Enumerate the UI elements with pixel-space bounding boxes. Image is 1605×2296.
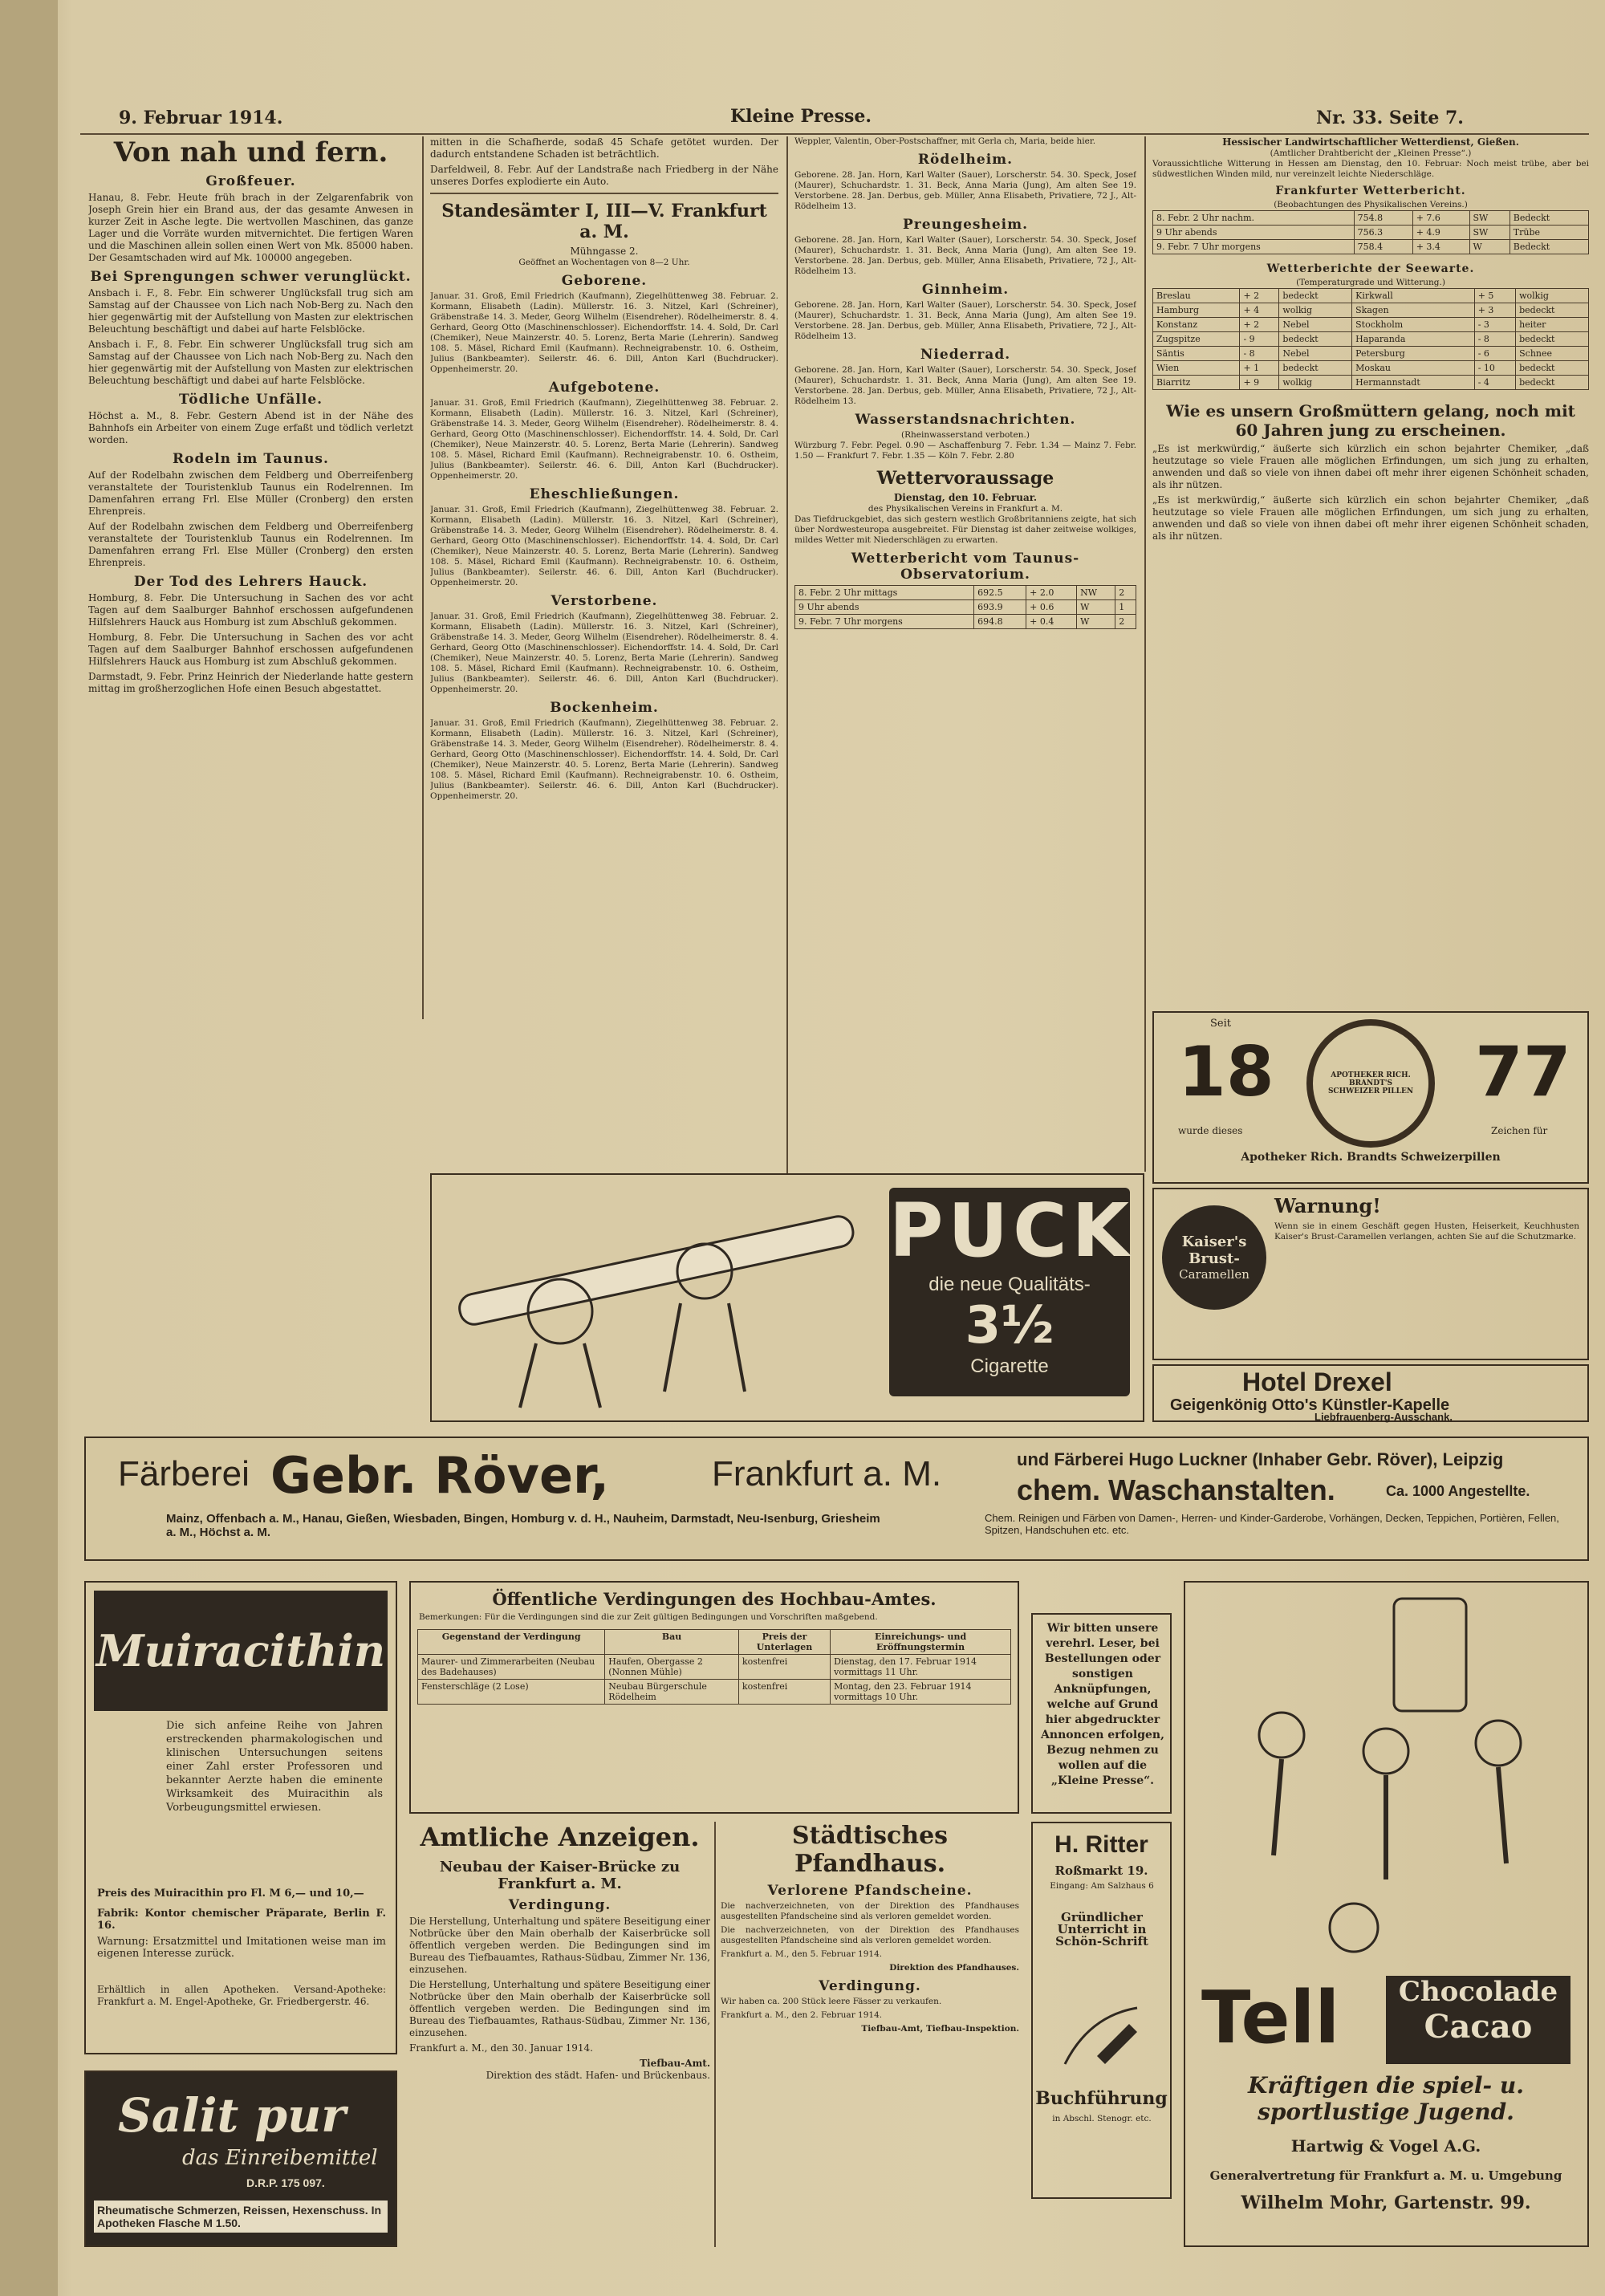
seewarte-temp: + 4: [1240, 303, 1279, 318]
tell-agent: Generalvertretung für Frankfurt a. M. u. Umgebung: [1209, 2168, 1562, 2183]
list-heading: Rödelheim.: [917, 152, 1014, 168]
amtliche-office: Tiefbau-Amt.: [640, 2058, 710, 2069]
table-row: [1153, 361, 1589, 376]
standesamt-hours: Geöffnet an Wochentagen von 8—2 Uhr.: [518, 258, 690, 267]
column-4: [1152, 136, 1589, 1027]
seewarte-city: Biarritz: [1153, 376, 1240, 390]
column-2: [430, 136, 778, 1176]
table-row: [1153, 303, 1589, 318]
list-heading: Niederrad.: [920, 347, 1011, 363]
ad-headline: Wie es unsern Großmüttern gelang, noch mit 60 Jahren jung zu erscheinen.: [1166, 401, 1575, 440]
weather-service-sub: (Amtlicher Drahtbericht der „Kleinen Presse“.): [1270, 148, 1472, 158]
frankfurt-sky: Trübe: [1510, 226, 1588, 240]
brandt-product: Apotheker Rich. Brandts Schweizerpillen: [1241, 1151, 1501, 1164]
column-1: [88, 136, 413, 1300]
ritter-entrance: Eingang: Am Salzhaus 6: [1050, 1881, 1154, 1891]
seewarte-temp: + 2: [1240, 318, 1279, 332]
article-text: Homburg, 8. Febr. Die Untersuchung in Sachen des vor acht Tagen auf dem Saalburger Bahnhof erschossen aufgefundenen Hilfslehrers Hauck aus Homburg ist zum Abschluß gekommen.: [88, 632, 413, 667]
kaiser-warning-title: Warnung!: [1274, 1194, 1381, 1217]
leser-text: Wir bitten unsere verehrl. Leser, bei Bestellungen oder sonstigen Anknüpfungen, welche auf Grund hier abgedruckter Annoncen erfolgen, Bezug nehmen zu wollen auf die „Kleine Presse“.: [1041, 1622, 1164, 1787]
seewarte-sky: bedeckt: [1516, 361, 1589, 376]
pfandhaus-subtitle: Verlorene Pfandscheine.: [767, 1883, 973, 1899]
seewarte-sky: Schnee: [1516, 347, 1589, 361]
taunus-force: 2: [1115, 586, 1136, 600]
register-list: Januar. 31. Groß, Emil Friedrich (Kaufmann), Ziegelhüttenweg 38. Februar. 2. Kormann, Elisabeth (Ladin). Müllerstr. 16. 3. Nitzel, Karl (Schreiner), Gräbenstraße 14. 3. Meder, Georg Wilhelm (Eisendreher). Rödelheimerstr. 8. 4. Gerhard, Georg Otto (Maschinenschlosser). Eichendorffstr. 14. 4. Sold, Dr. Carl (Chemiker), Neue Mainzerstr. 40. 5. Lorenz, Berta Marie (Lehrerin). Sandweg 108. 5. Mäsel, Richard Emil (Kaufmann). Rechneigrabenstr. 10. 6. Ostheim, Julius (Bankbeamter). Seilerstr. 46. 6. Dill, Anton Karl (Buchdrucker). Oppenheimerstr. 20.: [430, 718, 778, 801]
table-row: [1153, 318, 1589, 332]
register-list: Geborene. 28. Jan. Horn, Karl Walter (Sauer), Lorscherstr. 54. 30. Speck, Josef (Maurer), Schuchardstr. 1. 31. Beck, Anna Maria (Jung), Am alten See 19. Verstorbene. 28. Jan. Derbus, geb. Müller, Anna Elisabeth, Privatiere, 72 J., Alt-Rödelheim 13.: [794, 300, 1136, 341]
amtliche-verdingung: Verdingung.: [508, 1897, 612, 1913]
seewarte-sky: bedeckt: [1516, 332, 1589, 347]
frankfurt-barometer: 756.3: [1354, 226, 1412, 240]
muiracithin-maker: Fabrik: Kontor chemischer Präparate, Berlin F. 16.: [97, 1908, 386, 1932]
header-rule: [80, 133, 1589, 135]
kaiser-badge-line1: Kaiser's: [1181, 1233, 1247, 1250]
brandt-seal-icon: [1306, 1019, 1435, 1148]
register-list: Geborene. 28. Jan. Horn, Karl Walter (Sauer), Lorscherstr. 54. 30. Speck, Josef (Maurer), Schuchardstr. 1. 31. Beck, Anna Maria (Jung), Am alten See 19. Verstorbene. 28. Jan. Derbus, geb. Müller, Anna Elisabeth, Privatiere, 72 J., Alt-Rödelheim 13.: [794, 365, 1136, 406]
verdingung-subject: Maurer- und Zimmerarbeiten (Neubau des Badehauses): [418, 1655, 605, 1680]
roever-ad: [84, 1437, 1589, 1561]
list-heading: Preungesheim.: [902, 217, 1029, 233]
seewarte-temp: - 8: [1474, 332, 1515, 347]
tell-agent-name: Wilhelm Mohr, Gartenstr. 99.: [1241, 2192, 1531, 2213]
puck-subtitle: die neue Qualitäts-: [928, 1274, 1091, 1295]
article-heading: Tödliche Unfälle.: [178, 392, 323, 408]
article-heading: Großfeuer.: [205, 173, 296, 189]
amtliche-office2: Direktion des städt. Hafen- und Brückenbaus.: [486, 2070, 710, 2081]
frankfurt-weather-title: Frankfurter Wetterbericht.: [1275, 185, 1466, 197]
register-list: Geborene. 28. Jan. Horn, Karl Walter (Sauer), Lorscherstr. 54. 30. Speck, Josef (Maurer), Schuchardstr. 1. 31. Beck, Anna Maria (Jung), Am alten See 19. Verstorbene. 28. Jan. Derbus, geb. Müller, Anna Elisabeth, Privatiere, 72 J., Alt-Rödelheim 13.: [794, 170, 1136, 211]
seewarte-temp: + 2: [1240, 289, 1279, 303]
ritter-ad: [1031, 1822, 1172, 2199]
seewarte-city: Säntis: [1153, 347, 1240, 361]
table-row: [795, 600, 1136, 615]
register-list: Januar. 31. Groß, Emil Friedrich (Kaufmann), Ziegelhüttenweg 38. Februar. 2. Kormann, Elisabeth (Ladin). Müllerstr. 16. 3. Nitzel, Karl (Schreiner), Gräbenstraße 14. 3. Meder, Georg Wilhelm (Eisendreher). Rödelheimerstr. 8. 4. Gerhard, Georg Otto (Maschinenschlosser). Eichendorffstr. 14. 4. Sold, Dr. Carl (Chemiker), Neue Mainzerstr. 40. 5. Lorenz, Berta Marie (Lehrerin). Sandweg 108. 5. Mäsel, Richard Emil (Kaufmann). Rechneigrabenstr. 10. 6. Ostheim, Julius (Bankbeamter). Seilerstr. 46. 6. Dill, Anton Karl (Buchdrucker). Oppenheimerstr. 20.: [430, 398, 778, 481]
seewarte-temp: - 8: [1240, 347, 1279, 361]
pfandhaus-text: Die nachverzeichneten, von der Direktion des Pfandhauses ausgestellten Pfandscheine sind als verloren gemeldet worden.: [721, 1925, 1019, 1945]
article-text: Darmstadt, 9. Febr. Prinz Heinrich der Niederlande hatte gestern mittag im großherzoglichen Hofe einen Besuch abgestattet.: [88, 671, 413, 694]
article-text: Auf der Rodelbahn zwischen dem Feldberg und Oberreifenberg veranstaltete der Touristenklub Taunus ein Rodelrennen. Im Damenfahren errang Frl. Else Müller (Cronberg) den ersten Ehrenpreis.: [88, 521, 413, 568]
amtliche-title: Amtliche Anzeigen.: [420, 1822, 700, 1852]
roever-city: Frankfurt a. M.: [712, 1454, 942, 1493]
frankfurt-wind: SW: [1469, 211, 1510, 226]
seewarte-sky: wolkig: [1516, 289, 1589, 303]
table-row: [1153, 289, 1589, 303]
taunus-pressure: 692.5: [974, 586, 1026, 600]
seewarte-sky: bedeckt: [1516, 376, 1589, 390]
puck-label: [889, 1188, 1134, 1396]
column-header: Gegenstand der Verdingung: [418, 1630, 605, 1655]
column-header: Preis der Unterlagen: [738, 1630, 830, 1655]
column-rule: [714, 1822, 716, 2247]
seewarte-sky: bedeckt: [1516, 303, 1589, 318]
seewarte-city: Zugspitze: [1153, 332, 1240, 347]
article-text: Ansbach i. F., 8. Febr. Ein schwerer Unglücksfall trug sich am Samstag auf der Chaussee von Lich nach Nob-Berg zu. Nach den hier gegenwärtig mit der Aufstellung von Masten zur elektrischen Beleuchtung beschäftigt und dabei auf harte Felsblöcke.: [88, 287, 413, 335]
frankfurt-time: 9. Febr. 7 Uhr morgens: [1153, 240, 1355, 254]
taunus-wind: NW: [1077, 586, 1115, 600]
frankfurt-barometer: 754.8: [1354, 211, 1412, 226]
column-rule: [422, 136, 424, 1019]
taunus-force: 1: [1115, 600, 1136, 615]
kaiser-badge-line3: Caramellen: [1179, 1267, 1249, 1282]
verdingung-deadline: Montag, den 23. Februar 1914 vormittags 10 Uhr.: [831, 1680, 1011, 1705]
article-text: Höchst a. M., 8. Febr. Gestern Abend ist in der Nähe des Bahnhofs ein Arbeiter von einem Zuge erfaßt und tödlich verletzt worden.: [88, 410, 413, 445]
drexel-title: Hotel Drexel: [1242, 1367, 1392, 1396]
frankfurt-temp: + 4.9: [1412, 226, 1469, 240]
brandt-left-caption: wurde dieses: [1178, 1125, 1243, 1136]
table-row: [1153, 211, 1589, 226]
roever-staff: Ca. 1000 Angestellte.: [1386, 1483, 1530, 1499]
tell-brand: Tell: [1201, 1976, 1340, 2060]
table-row: [1153, 347, 1589, 361]
roever-services: Chem. Reinigen und Färben von Damen-, Herren- und Kinder-Garderobe, Vorhängen, Decken, Teppichen, Portièren, Fellen, Spitzen, Handschuhen etc. etc.: [985, 1512, 1559, 1536]
amtliche-text: Die Herstellung, Unterhaltung und spätere Beseitigung einer Notbrücke über den Main oberhalb der Kaiserbrücke soll öffentlich vergeben werden. Die Bedingungen sind im Bureau des Tiefbauamtes, Rathaus-Südbau, Zimmer Nr. 136, einzusehen.: [409, 1916, 710, 1975]
puck-cigarette: Cigarette: [970, 1355, 1049, 1377]
tell-ad: [1184, 1581, 1589, 2247]
frankfurt-temp: + 3.4: [1412, 240, 1469, 254]
register-list: Weppler, Valentin, Ober-Postschaffner, mit Gerla ch, Maria, beide hier.: [794, 136, 1096, 146]
seewarte-sky: wolkig: [1279, 303, 1352, 318]
water-subtitle: (Rheinwasserstand verboten.): [901, 430, 1030, 440]
weather-service-title: Hessischer Landwirtschaftlicher Wetterdienst, Gießen.: [1222, 136, 1519, 148]
table-row: [795, 586, 1136, 600]
register-list: Januar. 31. Groß, Emil Friedrich (Kaufmann), Ziegelhüttenweg 38. Februar. 2. Kormann, Elisabeth (Ladin). Müllerstr. 16. 3. Nitzel, Karl (Schreiner), Gräbenstraße 14. 3. Meder, Georg Wilhelm (Eisendreher). Rödelheimerstr. 8. 4. Gerhard, Georg Otto (Maschinenschlosser). Eichendorffstr. 14. 4. Sold, Dr. Carl (Chemiker), Neue Mainzerstr. 40. 5. Lorenz, Berta Marie (Lehrerin). Sandweg 108. 5. Mäsel, Richard Emil (Kaufmann). Rechneigrabenstr. 10. 6. Ostheim, Julius (Bankbeamter). Seilerstr. 46. 6. Dill, Anton Karl (Buchdrucker). Oppenheimerstr. 20.: [430, 612, 778, 694]
seewarte-city: Hermannstadt: [1352, 376, 1475, 390]
verdingung-subject: Fensterschläge (2 Lose): [418, 1680, 605, 1705]
paper-name: Kleine Presse.: [730, 106, 872, 127]
pfandhaus-office: Direktion des Pfandhauses.: [889, 1963, 1019, 1973]
taunus-temp: + 0.4: [1026, 615, 1077, 629]
frankfurt-sky: Bedeckt: [1510, 211, 1588, 226]
seewarte-title: Wetterberichte der Seewarte.: [1266, 262, 1475, 275]
frankfurt-weather-table: [1152, 210, 1589, 254]
seewarte-temp: - 6: [1474, 347, 1515, 361]
verdingung-building: Haufen, Obergasse 2 (Nonnen Mühle): [605, 1655, 739, 1680]
muiracithin-seller: Erhältlich in allen Apotheken. Versand-Apotheke: Frankfurt a. M. Engel-Apotheke, Gr. Friedbergerstr. 46.: [97, 1984, 386, 2007]
ritter-text: Gründlicher Unterricht in Schön-Schrift: [1055, 1910, 1148, 1949]
table-row: [1153, 332, 1589, 347]
ritter-book-text: in Abschl. Stenogr. etc.: [1052, 2114, 1152, 2123]
frankfurt-wind: SW: [1469, 226, 1510, 240]
list-heading: Ginnheim.: [921, 282, 1010, 298]
tell-product-box: [1386, 1976, 1570, 2064]
puck-brand: PUCK: [889, 1188, 1134, 1274]
seewarte-sky: heiter: [1516, 318, 1589, 332]
water-levels: Würzburg 7. Febr. Pegel. 0.90 — Aschaffenburg 7. Febr. 1.34 — Mainz 7. Febr. 1.50 — Frankfurt 7. Febr. 1.35 — Köln 7. Febr. 2.80: [794, 441, 1136, 461]
ritter-address: Roßmarkt 19.: [1054, 1863, 1148, 1878]
seewarte-table: [1152, 288, 1589, 390]
taunus-temp: + 2.0: [1026, 586, 1077, 600]
writing-hand-icon: [1057, 2000, 1145, 2072]
taunus-force: 2: [1115, 615, 1136, 629]
pfandhaus-date2: Frankfurt a. M., den 2. Februar 1914.: [721, 2010, 883, 2020]
brandt-ad: [1152, 1011, 1589, 1184]
hochbau-title: Öffentliche Verdingungen des Hochbau-Amtes.: [492, 1589, 937, 1609]
taunus-time: 9. Febr. 7 Uhr morgens: [795, 615, 974, 629]
taunus-wind: W: [1077, 600, 1115, 615]
article-text: Hanau, 8. Febr. Heute früh brach in der Zelgarenfabrik von Joseph Grein hier ein Brand aus, der das gesamte Anwesen in kurzer Zeit in Asche legte. Die wertvollen Maschinen, das ganze Lager und die Vorräte wurden mitvernichtet. Die fertigen Waren und die Maschinen allein sollen einen Wert von Mk. 85000 haben. Der Gesamtschaden wird auf Mk. 100000 angegeben.: [88, 192, 413, 263]
roever-leipzig: und Färberei Hugo Luckner (Inhaber Gebr. Röver), Leipzig: [1017, 1449, 1504, 1469]
section-rule: [430, 193, 778, 194]
list-heading: Eheschließungen.: [529, 486, 680, 502]
forecast-date: Dienstag, den 10. Februar.: [893, 492, 1038, 503]
tell-maker: Hartwig & Vogel A.G.: [1290, 2136, 1481, 2156]
seewarte-sky: wolkig: [1279, 376, 1352, 390]
taunus-time: 9 Uhr abends: [795, 600, 974, 615]
seewarte-sky: Nebel: [1279, 318, 1352, 332]
tell-chocolade: Chocolade: [1398, 1976, 1558, 2008]
forecast-title: Wettervoraussage: [876, 468, 1054, 489]
puck-cigarette-illustration: [440, 1183, 889, 1416]
pfandhaus-text: Die nachverzeichneten, von der Direktion des Pfandhauses ausgestellten Pfandscheine sind als verloren gemeldet worden.: [721, 1901, 1019, 1921]
taunus-time: 8. Febr. 2 Uhr mittags: [795, 586, 974, 600]
seewarte-sky: bedeckt: [1279, 361, 1352, 376]
taunus-pressure: 693.9: [974, 600, 1026, 615]
frankfurt-time: 8. Febr. 2 Uhr nachm.: [1153, 211, 1355, 226]
seewarte-temp: - 3: [1474, 318, 1515, 332]
issue-date: 9. Februar 1914.: [119, 108, 283, 128]
table-row: [1153, 240, 1589, 254]
amtliche-date: Frankfurt a. M., den 30. Januar 1914.: [409, 2042, 593, 2054]
drexel-address: Liebfrauenberg-Ausschank.: [1314, 1411, 1453, 1423]
seewarte-city: Kirkwall: [1352, 289, 1475, 303]
tell-cacao: Cacao: [1424, 2008, 1533, 2046]
column-header: Einreichungs- und Eröffnungstermin: [831, 1630, 1011, 1655]
frankfurt-time: 9 Uhr abends: [1153, 226, 1355, 240]
forecast-text: Das Tiefdruckgebiet, das sich gestern westlich Großbritanniens zeigte, hat sich über Nordwesteuropa ausgebreitet. Für Dienstag ist daher zeitweise wolkiges, mildes Wetter mit Niederschlägen zu erwarten.: [794, 514, 1136, 545]
ritter-book: Buchführung: [1035, 2088, 1168, 2109]
brandt-right-caption: Zeichen für: [1491, 1125, 1548, 1136]
salit-text: Rheumatische Schmerzen, Reissen, Hexenschuss. In Apotheken Flasche M 1.50.: [94, 2201, 388, 2233]
salit-ad: [84, 2070, 397, 2247]
frankfurt-sky: Bedeckt: [1510, 240, 1588, 254]
taunus-wind: W: [1077, 615, 1115, 629]
amtliche-subtitle: Neubau der Kaiser-Brücke zu Frankfurt a. M.: [439, 1859, 681, 1892]
seewarte-city: Breslau: [1153, 289, 1240, 303]
brandt-year-right: 77: [1475, 1032, 1571, 1112]
muiracithin-brand: Muiracithin: [95, 1625, 386, 1676]
verdingung-price: kostenfrei: [738, 1680, 830, 1705]
kaiser-badge-icon: [1162, 1205, 1266, 1310]
taunus-temp: + 0.6: [1026, 600, 1077, 615]
seewarte-city: Konstanz: [1153, 318, 1240, 332]
pfandhaus-office2: Tiefbau-Amt, Tiefbau-Inspektion.: [861, 2024, 1019, 2034]
seewarte-temp: + 5: [1474, 289, 1515, 303]
roever-faerberei: Färberei: [118, 1454, 250, 1493]
pfandhaus-date: Frankfurt a. M., den 5. Februar 1914.: [721, 1949, 883, 1959]
article-text: Darfeldweil, 8. Febr. Auf der Landstraße nach Friedberg in der Nähe unseres Dorfes explodierte ein Auto.: [430, 164, 778, 187]
salit-brand: Salit pur: [118, 2088, 346, 2143]
hochbau-verdingung: [409, 1581, 1019, 1814]
kaiser-badge-line2: Brust-: [1189, 1250, 1240, 1267]
seewarte-temp: + 1: [1240, 361, 1279, 376]
amtliche-text: Die Herstellung, Unterhaltung und spätere Beseitigung einer Notbrücke über den Main oberhalb der Kaiserbrücke soll öffentlich vergeben werden. Die Bedingungen sind im Bureau des Tiefbauamtes, Rathaus-Südbau, Zimmer Nr. 136, einzusehen.: [409, 1979, 710, 2038]
ad-text: „Es ist merkwürdig,“ äußerte sich kürzlich ein schon bejahrter Chemiker, „daß heutzutage so viele Frauen alle möglichen Erfindungen, um sich jung zu erhalten, anwenden und daß so viele von ihnen dabei oft mehr ihrer eigenen Schönheit schaden, als ihr nützen.: [1152, 443, 1589, 490]
verdingung-building: Neubau Bürgerschule Rödelheim: [605, 1680, 739, 1705]
table-row: [1153, 226, 1589, 240]
verdingung-deadline: Dienstag, den 17. Februar 1914 vormittags 11 Uhr.: [831, 1655, 1011, 1680]
article-text: mitten in die Schafherde, sodaß 45 Schafe getötet wurden. Der dadurch entstandene Schaden ist beträchtlich.: [430, 136, 778, 160]
salit-patent: D.R.P. 175 097.: [246, 2176, 325, 2189]
water-title: Wasserstandsnachrichten.: [855, 412, 1076, 428]
seewarte-temp: - 4: [1474, 376, 1515, 390]
list-heading: Bockenheim.: [550, 700, 659, 716]
standesamt-address: Mühngasse 2.: [570, 246, 639, 257]
section-title: Von nah und fern.: [113, 136, 388, 169]
frankfurt-weather-sub: (Beobachtungen des Physikalischen Vereins.): [1274, 200, 1468, 209]
list-heading: Aufgebotene.: [548, 380, 660, 396]
seewarte-city: Skagen: [1352, 303, 1475, 318]
hochbau-remarks: Bemerkungen: Für die Verdingungen sind die zur Zeit gültigen Bedingungen und Vorschriften maßgebend.: [419, 1612, 878, 1622]
weather-service-text: Voraussichtliche Witterung in Hessen am Dienstag, den 10. Februar: Noch meist trübe, aber bei südwestlichen Winden mild, nur vereinzelt leichte Niederschläge.: [1152, 159, 1589, 179]
table-row: [1153, 376, 1589, 390]
article-heading: Bei Sprengungen schwer verunglückt.: [90, 269, 412, 285]
frankfurt-wind: W: [1469, 240, 1510, 254]
seewarte-sky: bedeckt: [1279, 332, 1352, 347]
forecast-source: des Physikalischen Vereins in Frankfurt a. M.: [868, 504, 1063, 514]
tell-slogan: Kräftigen die spiel- u. sportlustige Jugend.: [1247, 2072, 1525, 2125]
column-3: [794, 136, 1136, 1035]
hochbau-table: [417, 1629, 1011, 1705]
register-list: Geborene. 28. Jan. Horn, Karl Walter (Sauer), Lorscherstr. 54. 30. Speck, Josef (Maurer), Schuchardstr. 1. 31. Beck, Anna Maria (Jung), Am alten See 19. Verstorbene. 28. Jan. Derbus, geb. Müller, Anna Elisabeth, Privatiere, 72 J., Alt-Rödelheim 13.: [794, 235, 1136, 276]
puck-price: 3½: [965, 1296, 1054, 1355]
seewarte-city: Wien: [1153, 361, 1240, 376]
seewarte-sub: (Temperaturgrade und Witterung.): [1296, 278, 1445, 287]
frankfurt-temp: + 7.6: [1412, 211, 1469, 226]
article-text: Homburg, 8. Febr. Die Untersuchung in Sachen des vor acht Tagen auf dem Saalburger Bahnhof erschossen aufgefundenen Hilfslehrers Hauck aus Homburg ist zum Abschluß gekommen.: [88, 592, 413, 628]
brandt-seit: Seit: [1210, 1018, 1231, 1030]
seewarte-city: Moskau: [1352, 361, 1475, 376]
taunus-pressure: 694.8: [974, 615, 1026, 629]
page-edge: [0, 0, 58, 2296]
seewarte-sky: Nebel: [1279, 347, 1352, 361]
roever-name: Gebr. Röver,: [270, 1446, 610, 1505]
taunus-table: [794, 585, 1136, 629]
drexel-ad: [1152, 1364, 1589, 1422]
page-number: Nr. 33. Seite 7.: [1316, 108, 1464, 128]
column-header: Bau: [605, 1630, 739, 1655]
muiracithin-text: Die sich anfeine Reihe von Jahren erstreckenden pharmakologischen und klinischen Untersuchungen seitens einer Zahl erster Professoren und bekannter Aerzte haben die eminente Wirksamkeit des Muiracithin als Vorbeugungsmittel erwiesen.: [166, 1720, 383, 1814]
muiracithin-price: Preis des Muiracithin pro Fl. M 6,— und 10,—: [97, 1888, 364, 1900]
kaiser-ad: [1152, 1188, 1589, 1360]
standesamt-title: Standesämter I, III—V. Frankfurt a. M.: [441, 201, 767, 242]
seewarte-temp: - 9: [1240, 332, 1279, 347]
children-illustration: [1193, 1591, 1583, 1968]
list-heading: Geborene.: [561, 273, 648, 289]
seewarte-city: Stockholm: [1352, 318, 1475, 332]
column-rule: [786, 136, 788, 1180]
table-row: [795, 615, 1136, 629]
register-list: Januar. 31. Groß, Emil Friedrich (Kaufmann), Ziegelhüttenweg 38. Februar. 2. Kormann, Elisabeth (Ladin). Müllerstr. 16. 3. Nitzel, Karl (Schreiner), Gräbenstraße 14. 3. Meder, Georg Wilhelm (Eisendreher). Rödelheimerstr. 8. 4. Gerhard, Georg Otto (Maschinenschlosser). Eichendorffstr. 14. 4. Sold, Dr. Carl (Chemiker), Neue Mainzerstr. 40. 5. Lorenz, Berta Marie (Lehrerin). Sandweg 108. 5. Mäsel, Richard Emil (Kaufmann). Rechneigrabenstr. 10. 6. Ostheim, Julius (Bankbeamter). Seilerstr. 46. 6. Dill, Anton Karl (Buchdrucker). Oppenheimerstr. 20.: [430, 291, 778, 374]
salit-subtitle: das Einreibemittel: [182, 2146, 378, 2170]
drexel-subtitle: Geigenkönig Otto's Künstler-Kapelle: [1170, 1396, 1450, 1414]
list-heading: Verstorbene.: [551, 593, 658, 609]
seewarte-temp: + 9: [1240, 376, 1279, 390]
muiracithin-warning: Warnung: Ersatzmittel und Imitationen weise man im eigenen Interesse zurück.: [97, 1936, 386, 1960]
table-row: [418, 1655, 1011, 1680]
kaiser-warning-text: Wenn sie in einem Geschäft gegen Husten, Heiserkeit, Keuchhusten Kaiser's Brust-Caramellen verlangen, achten Sie auf die Schutzmarke.: [1274, 1221, 1579, 1241]
pfandhaus-text2: Wir haben ca. 200 Stück leere Fässer zu verkaufen.: [721, 1997, 942, 2006]
roever-branches: Mainz, Offenbach a. M., Hanau, Gießen, Wiesbaden, Bingen, Homburg v. d. H., Nauheim, Darmstadt, Neu-Isenburg, Griesheim a. M., Höchst a. M.: [166, 1512, 880, 1539]
taunus-title: Wetterbericht vom Taunus-Observatorium.: [851, 551, 1080, 583]
seewarte-city: Hamburg: [1153, 303, 1240, 318]
brandt-year-left: 18: [1178, 1032, 1274, 1112]
pfandhaus-verdingung: Verdingung.: [819, 1978, 921, 1994]
table-row: [418, 1680, 1011, 1705]
frankfurt-barometer: 758.4: [1354, 240, 1412, 254]
register-list: Januar. 31. Groß, Emil Friedrich (Kaufmann), Ziegelhüttenweg 38. Februar. 2. Kormann, Elisabeth (Ladin). Müllerstr. 16. 3. Nitzel, Karl (Schreiner), Gräbenstraße 14. 3. Meder, Georg Wilhelm (Eisendreher). Rödelheimerstr. 8. 4. Gerhard, Georg Otto (Maschinenschlosser). Eichendorffstr. 14. 4. Sold, Dr. Carl (Chemiker), Neue Mainzerstr. 40. 5. Lorenz, Berta Marie (Lehrerin). Sandweg 108. 5. Mäsel, Richard Emil (Kaufmann). Rechneigrabenstr. 10. 6. Ostheim, Julius (Bankbeamter). Seilerstr. 46. 6. Dill, Anton Karl (Buchdrucker). Oppenheimerstr. 20.: [430, 505, 778, 587]
pfandhaus: [721, 1822, 1019, 2247]
ad-text: „Es ist merkwürdig,“ äußerte sich kürzlich ein schon bejahrter Chemiker, „daß heutzutage so viele Frauen alle möglichen Erfindungen, um sich jung zu erhalten, anwenden und daß so viele von ihnen dabei oft mehr ihrer eigenen Schönheit schaden, als ihr nützen.: [1152, 494, 1589, 542]
muiracithin-logo: [94, 1591, 388, 1711]
article-heading: Rodeln im Taunus.: [173, 451, 329, 467]
puck-ad: [430, 1173, 1144, 1422]
seewarte-temp: - 10: [1474, 361, 1515, 376]
amtliche-anzeigen: [409, 1822, 710, 2247]
roever-waschanstalten: chem. Waschanstalten.: [1017, 1473, 1335, 1506]
pfandhaus-title: Städtisches Pfandhaus.: [791, 1822, 949, 1878]
muiracithin-ad: [84, 1581, 397, 2054]
column-rule: [1144, 136, 1146, 1172]
seewarte-city: Petersburg: [1352, 347, 1475, 361]
verdingung-price: kostenfrei: [738, 1655, 830, 1680]
ritter-name: H. Ritter: [1054, 1831, 1148, 1858]
seewarte-sky: bedeckt: [1279, 289, 1352, 303]
seewarte-city: Haparanda: [1352, 332, 1475, 347]
leser-notice: [1031, 1613, 1172, 1814]
article-text: Auf der Rodelbahn zwischen dem Feldberg und Oberreifenberg veranstaltete der Touristenklub Taunus ein Rodelrennen. Im Damenfahren errang Frl. Else Müller (Cronberg) den ersten Ehrenpreis.: [88, 469, 413, 517]
brandt-seal-text: APOTHEKER RICH. BRANDT'S SCHWEIZER PILLEN: [1327, 1071, 1414, 1095]
article-heading: Der Tod des Lehrers Hauck.: [133, 574, 368, 590]
seewarte-temp: + 3: [1474, 303, 1515, 318]
article-text: Ansbach i. F., 8. Febr. Ein schwerer Unglücksfall trug sich am Samstag auf der Chaussee von Lich nach Nob-Berg zu. Nach den hier gegenwärtig mit der Aufstellung von Masten zur elektrischen Beleuchtung beschäftigt und dabei auf harte Felsblöcke.: [88, 339, 413, 386]
